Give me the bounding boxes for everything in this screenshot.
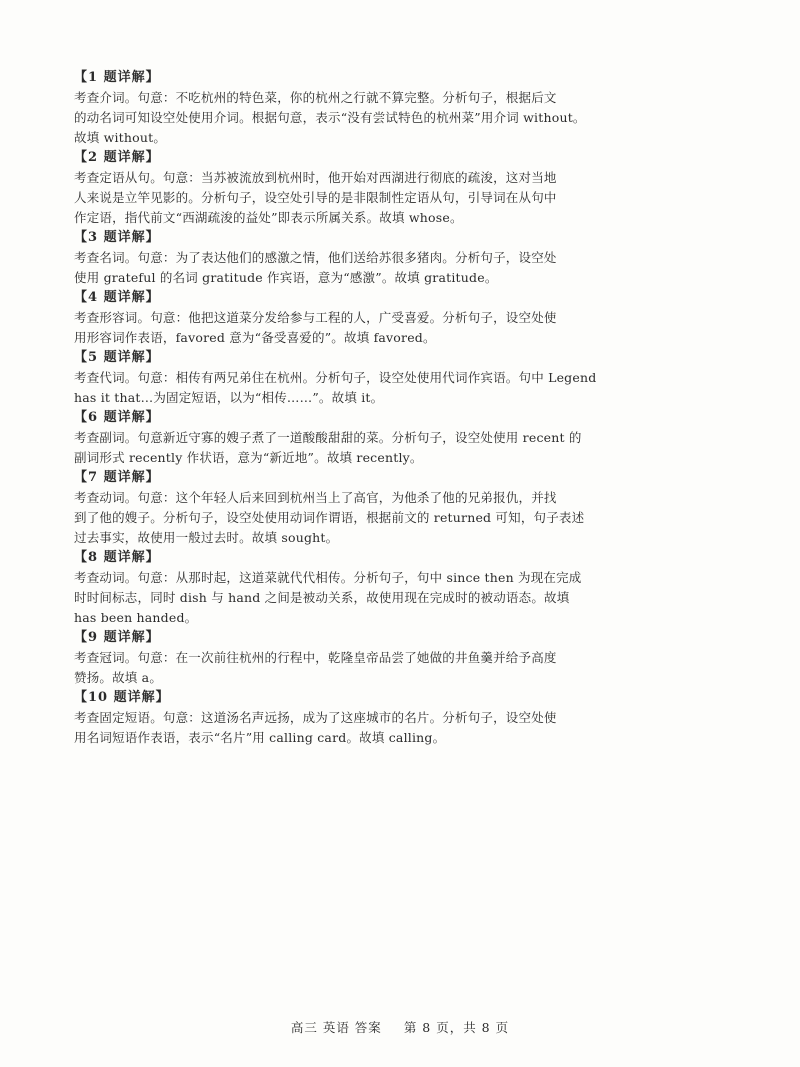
- text-line: 用形容词作表语，favored 意为“备受喜爱的”。故填 favored。: [74, 330, 436, 345]
- answer-explanations: [74, 68, 714, 748]
- text-line: 到了他的嫂子。分析句子，设空处使用动词作谓语，根据前文的 returned 可知，句子表述: [74, 510, 585, 525]
- text-line: 考查介词。句意：不吃杭州的特色菜，你的杭州之行就不算完整。分析句子，根据后文: [74, 90, 557, 105]
- explanation-q10: [74, 688, 714, 748]
- text-line: 考查动词。句意：这个年轻人后来回到杭州当上了高官，为他杀了他的兄弟报仇，并找: [74, 490, 557, 505]
- text-line: 作定语，指代前文“西湖疏浚的益处”即表示所属关系。故填 whose。: [74, 210, 463, 225]
- explanation-q6: [74, 408, 714, 468]
- text-line: 故填 without。: [74, 130, 167, 145]
- section-heading: 【4 题详解】: [74, 290, 160, 305]
- text-line: 考查固定短语。句意：这道汤名声远扬，成为了这座城市的名片。分析句子，设空处使: [74, 710, 557, 725]
- text-line: 使用 grateful 的名词 gratitude 作宾语，意为“感激”。故填 gratitude。: [74, 270, 498, 285]
- text-line: 人来说是立竿见影的。分析句子，设空处引导的是非限制性定语从句，引导词在从句中: [74, 190, 557, 205]
- explanation-q4: [74, 288, 714, 348]
- explanation-q8: [74, 548, 714, 628]
- text-line: 考查形容词。句意：他把这道菜分发给参与工程的人，广受喜爱。分析句子，设空处使: [74, 310, 557, 325]
- explanation-q3: [74, 228, 714, 288]
- text-line: 考查名词。句意：为了表达他们的感激之情，他们送给苏很多猪肉。分析句子，设空处: [74, 250, 557, 265]
- text-line: 考查定语从句。句意：当苏被流放到杭州时，他开始对西湖进行彻底的疏浚，这对当地: [74, 170, 557, 185]
- section-heading: 【10 题详解】: [74, 690, 170, 705]
- footer-course-label: 高三 英语 答案: [290, 1020, 382, 1035]
- section-heading: 【8 题详解】: [74, 550, 160, 565]
- page-footer: [0, 1018, 800, 1036]
- text-line: 赞扬。故填 a。: [74, 670, 163, 685]
- section-heading: 【5 题详解】: [74, 350, 160, 365]
- text-line: 的动名词可知设空处使用介词。根据句意，表示“没有尝试特色的杭州菜”用介词 without。: [74, 110, 586, 125]
- text-line: 考查冠词。句意：在一次前往杭州的行程中，乾隆皇帝品尝了她做的井鱼羹并给予高度: [74, 650, 557, 665]
- explanation-q7: [74, 468, 714, 548]
- section-heading: 【7 题详解】: [74, 470, 160, 485]
- text-line: 考查代词。句意：相传有两兄弟住在杭州。分析句子，设空处使用代词作宾语。句中 Legend: [74, 370, 597, 385]
- explanation-q2: [74, 148, 714, 228]
- footer-page-number: 第 8 页，共 8 页: [403, 1020, 510, 1035]
- text-line: 用名词短语作表语，表示“名片”用 calling card。故填 calling。: [74, 730, 446, 745]
- text-line: 时时间标志，同时 dish 与 hand 之间是被动关系，故使用现在完成时的被动语态。故填: [74, 590, 570, 605]
- explanation-q5: [74, 348, 714, 408]
- text-line: has been handed。: [74, 610, 198, 625]
- section-heading: 【3 题详解】: [74, 230, 160, 245]
- section-heading: 【6 题详解】: [74, 410, 160, 425]
- section-heading: 【1 题详解】: [74, 70, 160, 85]
- text-line: 考查副词。句意新近守寡的嫂子煮了一道酸酸甜甜的菜。分析句子，设空处使用 recent 的: [74, 430, 582, 445]
- text-line: 副词形式 recently 作状语，意为“新近地”。故填 recently。: [74, 450, 423, 465]
- section-heading: 【9 题详解】: [74, 630, 160, 645]
- explanation-q1: [74, 68, 714, 148]
- text-line: 考查动词。句意：从那时起，这道菜就代代相传。分析句子，句中 since then 为现在完成: [74, 570, 582, 585]
- text-line: 过去事实，故使用一般过去时。故填 sought。: [74, 530, 339, 545]
- explanation-q9: [74, 628, 714, 688]
- text-line: has it that…为固定短语，以为“相传……”。故填 it。: [74, 390, 384, 405]
- section-heading: 【2 题详解】: [74, 150, 160, 165]
